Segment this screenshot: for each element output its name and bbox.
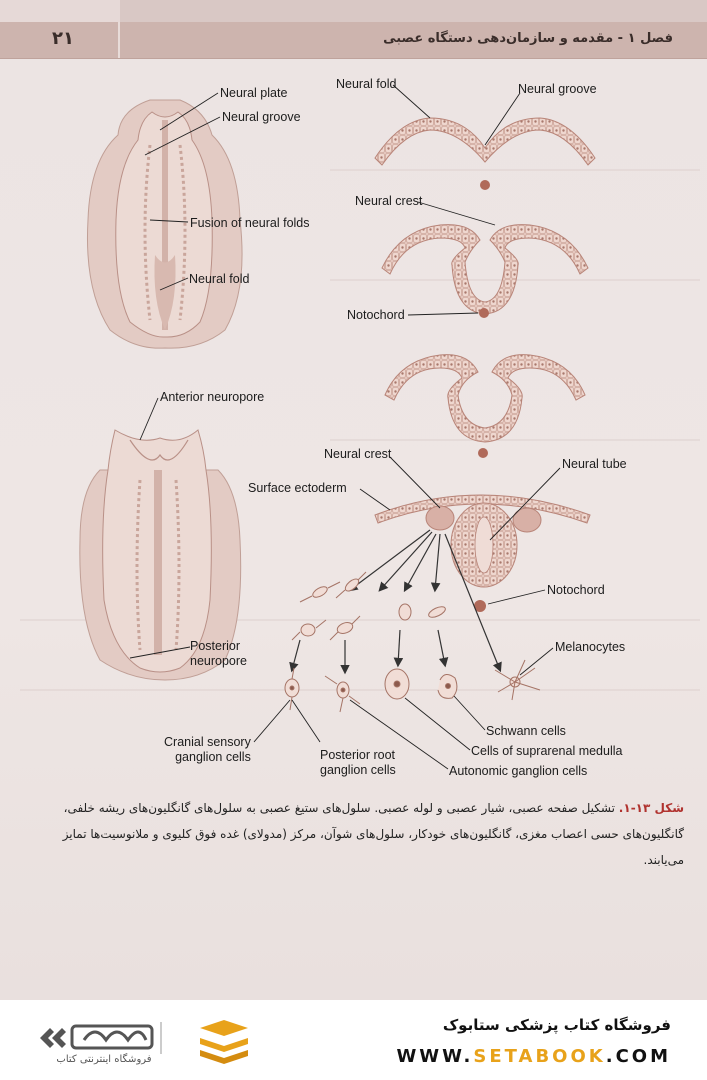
caption-text: تشکیل صفحه عصبی، شیار عصبی و لوله عصبی. سلول‌های ستیغ عصبی به سلول‌های گانگلیون‌های ریشه خلفی، گانگلیون‌های حسی اعصاب مغزی، گانگلیون‌های خودکار، سلول‌های شوآن، مرکز (مدولای) غده فوق کلیوی و ملانوسیت‌ها تمایز می‌یابند. bbox=[62, 801, 684, 867]
label-neural-plate: Neural plate bbox=[220, 86, 288, 100]
label-notochord-1: Notochord bbox=[347, 308, 405, 322]
label-posterior-neuropore: Posterior neuropore bbox=[190, 639, 247, 668]
url-suffix: .COM bbox=[605, 1046, 671, 1067]
migrating-neural-crest-cells bbox=[292, 572, 447, 640]
label-schwann-cells: Schwann cells bbox=[486, 724, 566, 738]
url-accent: SETABOOK bbox=[473, 1046, 606, 1067]
label-neural-tube: Neural tube bbox=[562, 457, 627, 471]
label-notochord-2: Notochord bbox=[547, 583, 605, 597]
page-number: ۲۱ bbox=[52, 28, 74, 49]
label-neural-groove-left: Neural groove bbox=[222, 110, 301, 124]
store-footer bbox=[0, 1000, 707, 1080]
store-url[interactable] bbox=[396, 1046, 671, 1067]
neural-groove-stage-2 bbox=[382, 225, 588, 314]
neural-groove-stage-1 bbox=[375, 118, 595, 165]
neural-development-figure bbox=[0, 60, 707, 790]
logo-tagline: فروشگاه اینترنتی کتاب bbox=[56, 1054, 152, 1065]
page-header bbox=[0, 22, 707, 59]
store-name: فروشگاه کتاب پزشکی ستابوک bbox=[442, 1016, 671, 1034]
label-autonomic-ganglion: Autonomic ganglion cells bbox=[449, 764, 588, 778]
caption-label: شکل ۱۳-۱. bbox=[618, 801, 684, 815]
url-prefix: WWW. bbox=[396, 1046, 474, 1067]
label-neural-groove-top: Neural groove bbox=[518, 82, 597, 96]
book-emblem-icon bbox=[196, 1018, 252, 1066]
neural-tube-stage-3 bbox=[385, 355, 585, 442]
label-neural-fold-left: Neural fold bbox=[189, 272, 250, 286]
label-neural-fold-top: Neural fold bbox=[336, 77, 397, 91]
top-band bbox=[0, 0, 707, 22]
label-posterior-root: Posterior root ganglion cells bbox=[320, 748, 396, 777]
notochord-stage-2 bbox=[479, 308, 489, 318]
label-cranial-sensory: Cranial sensory ganglion cells bbox=[164, 735, 251, 764]
label-suprarenal-medulla: Cells of suprarenal medulla bbox=[471, 744, 623, 758]
label-neural-crest-1: Neural crest bbox=[355, 194, 423, 208]
label-surface-ectoderm: Surface ectoderm bbox=[248, 481, 347, 495]
notochord-stage-3 bbox=[478, 448, 488, 458]
neural-crest-left bbox=[426, 506, 454, 530]
figure-caption bbox=[22, 795, 684, 873]
label-melanocytes: Melanocytes bbox=[555, 640, 626, 654]
label-fusion-neural-folds: Fusion of neural folds bbox=[190, 216, 310, 230]
setabook-logo-icon bbox=[40, 1018, 170, 1058]
chapter-title: فصل ۱ - مقدمه و سازمان‌دهی دستگاه عصبی bbox=[383, 31, 673, 46]
label-neural-crest-2: Neural crest bbox=[324, 447, 392, 461]
notochord-stage-1 bbox=[480, 180, 490, 190]
label-anterior-neuropore: Anterior neuropore bbox=[160, 390, 265, 404]
